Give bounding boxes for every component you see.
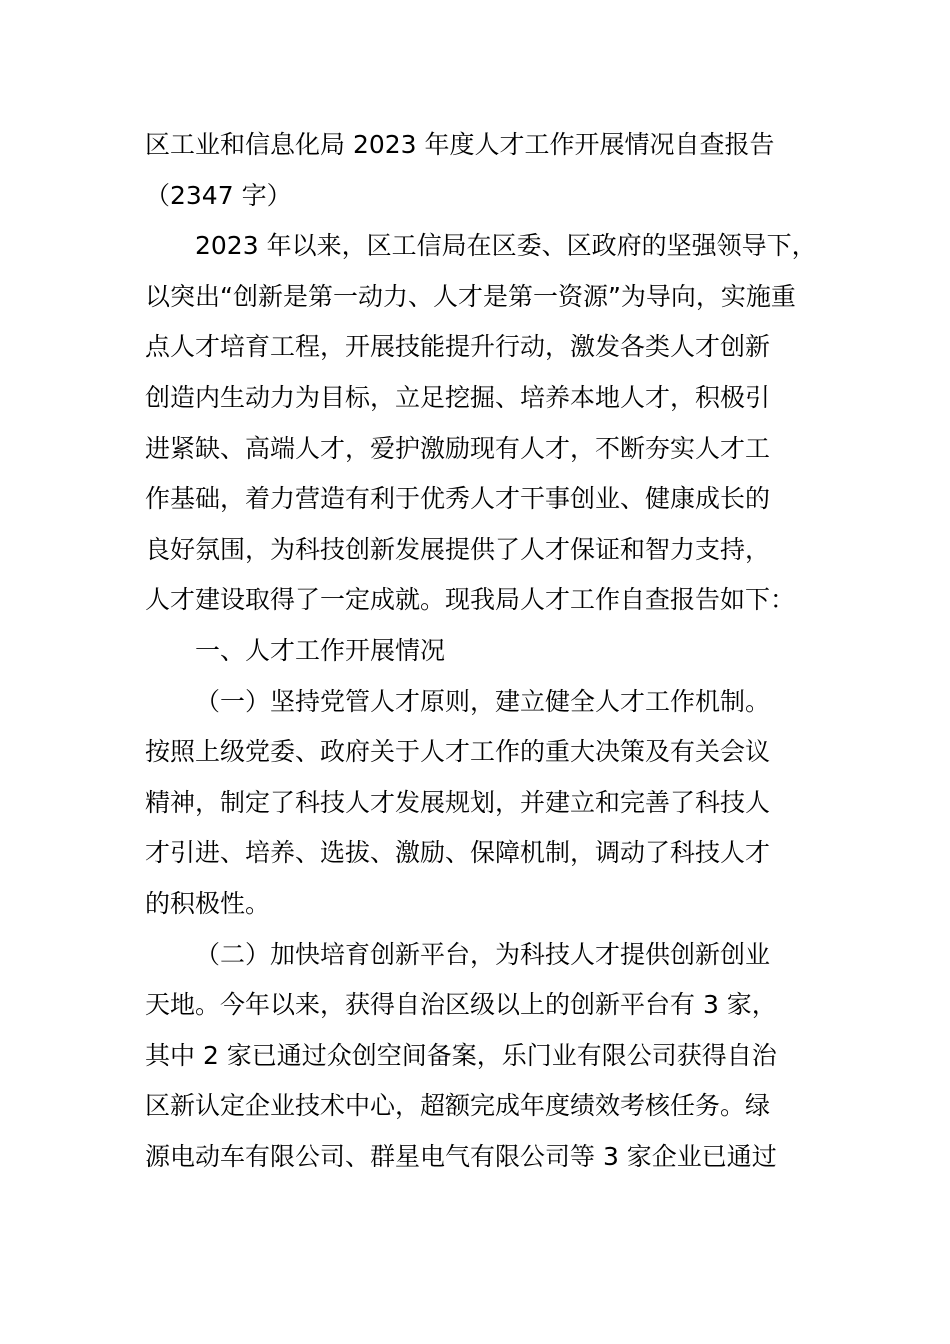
- subsection-1-line-5: 的积极性。: [145, 888, 271, 918]
- subsection-2-line-4: 区新认定企业技术中心，超额完成年度绩效考核任务。绿: [145, 1091, 771, 1121]
- subsection-1-line-3: 精神，制定了科技人才发展规划，并建立和完善了科技人: [145, 787, 771, 817]
- intro-line-6: 作基础，着力营造有利于优秀人才干事创业、健康成长的: [145, 484, 771, 514]
- subsection-2-line-5: 源电动车有限公司、群星电气有限公司等 3 家企业已通过: [145, 1141, 777, 1171]
- intro-line-8: 人才建设取得了一定成就。现我局人才工作自查报告如下：: [145, 585, 796, 615]
- section-heading: 一、人才工作开展情况: [195, 635, 446, 665]
- document-title-line-2: （2347 字）: [145, 180, 292, 210]
- subsection-2-line-1: （二）加快培育创新平台，为科技人才提供创新创业: [195, 939, 771, 969]
- subsection-2-line-3: 其中 2 家已通过众创空间备案，乐门业有限公司获得自治: [145, 1040, 777, 1070]
- document-title-line-1: 区工业和信息化局 2023 年度人才工作开展情况自查报告: [145, 130, 775, 159]
- document-body: [145, 120, 817, 1182]
- intro-line-1: 2023 年以来，区工信局在区委、区政府的坚强领导下，: [195, 231, 817, 261]
- intro-line-2: 以突出“创新是第一动力、人才是第一资源”为导向，实施重: [145, 281, 796, 311]
- intro-line-3: 点人才培育工程，开展技能提升行动，激发各类人才创新: [145, 332, 771, 362]
- intro-line-7: 良好氛围，为科技创新发展提供了人才保证和智力支持，: [145, 534, 771, 564]
- intro-line-5: 进紧缺、高端人才，爱护激励现有人才，不断夯实人才工: [145, 433, 771, 463]
- subsection-1-line-4: 才引进、培养、选拔、激励、保障机制，调动了科技人才: [145, 838, 771, 868]
- subsection-2-line-2: 天地。今年以来，获得自治区级以上的创新平台有 3 家，: [145, 990, 777, 1020]
- subsection-1-line-1: （一）坚持党管人才原则，建立健全人才工作机制。: [195, 686, 771, 716]
- intro-line-4: 创造内生动力为目标，立足挖掘、培养本地人才，积极引: [145, 382, 771, 412]
- subsection-1-line-2: 按照上级党委、政府关于人才工作的重大决策及有关会议: [145, 737, 771, 767]
